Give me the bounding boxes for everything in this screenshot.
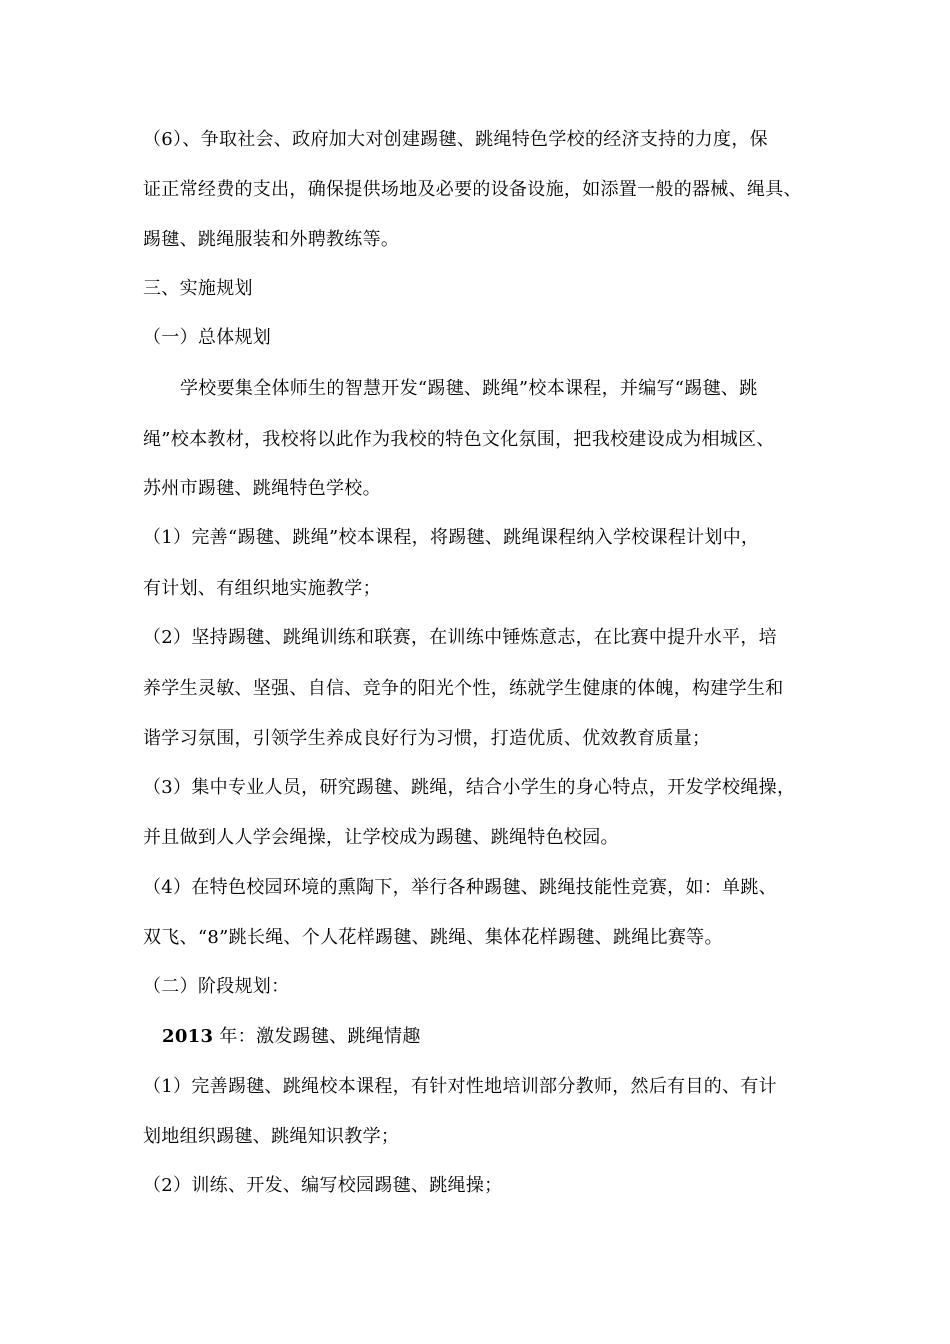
paragraph-line: 学校要集全体师生的智慧开发“踢毽、跳绳”校本课程，并编写“踢毽、跳 xyxy=(180,378,758,399)
paragraph-line: （6）、争取社会、政府加大对创建踢毽、跳绳特色学校的经济支持的力度，保 xyxy=(143,129,768,150)
year-heading-text: 年：激发踢毽、跳绳情趣 xyxy=(219,1026,421,1047)
paragraph-line: 并且做到人人学会绳操，让学校成为踢毽、跳绳特色校园。 xyxy=(143,827,619,848)
list-item: （2）训练、开发、编写校园踢毽、跳绳操； xyxy=(143,1175,503,1196)
paragraph-line: 养学生灵敏、坚强、自信、竞争的阳光个性，练就学生健康的体魄，构建学生和 xyxy=(143,678,784,699)
list-item: （1）完善踢毽、跳绳校本课程，有针对性地培训部分教师，然后有目的、有计 xyxy=(143,1076,777,1097)
year-label: 2013 xyxy=(162,1026,214,1047)
list-item: （4）在特色校园环境的熏陶下，举行各种踢毽、跳绳技能性竞赛，如：单跳、 xyxy=(143,877,777,898)
paragraph-line: 踢毽、跳绳服装和外聘教练等。 xyxy=(143,229,400,250)
subsection-heading: （二）阶段规划： xyxy=(143,976,290,997)
paragraph-line: 谐学习氛围，引领学生养成良好行为习惯，打造优质、优效教育质量； xyxy=(143,728,711,749)
paragraph-line: 证正常经费的支出，确保提供场地及必要的设备设施，如添置一般的器械、绳具、 xyxy=(143,179,802,200)
list-item: （2）坚持踢毽、跳绳训练和联赛，在训练中锤炼意志，在比赛中提升水平，培 xyxy=(143,627,777,648)
paragraph-line: 有计划、有组织地实施教学； xyxy=(143,578,381,599)
year-heading xyxy=(162,1025,842,1049)
paragraph-line: 苏州市踢毽、跳绳特色学校。 xyxy=(143,478,381,499)
list-item: （1）完善“踢毽、跳绳”校本课程，将踢毽、跳绳课程纳入学校课程计划中， xyxy=(143,527,760,548)
section-heading: 三、实施规划 xyxy=(143,278,253,299)
paragraph-line: 双飞、“8”跳长绳、个人花样踢毽、跳绳、集体花样踢毽、跳绳比赛等。 xyxy=(143,927,723,948)
list-item: （3）集中专业人员，研究踢毽、跳绳，结合小学生的身心特点，开发学校绳操， xyxy=(143,777,796,798)
paragraph-line: 绳”校本教材，我校将以此作为我校的特色文化氛围，把我校建设成为相城区、 xyxy=(143,429,775,450)
paragraph-line: 划地组织踢毽、跳绳知识教学； xyxy=(143,1126,400,1147)
subsection-heading: （一）总体规划 xyxy=(143,327,272,348)
